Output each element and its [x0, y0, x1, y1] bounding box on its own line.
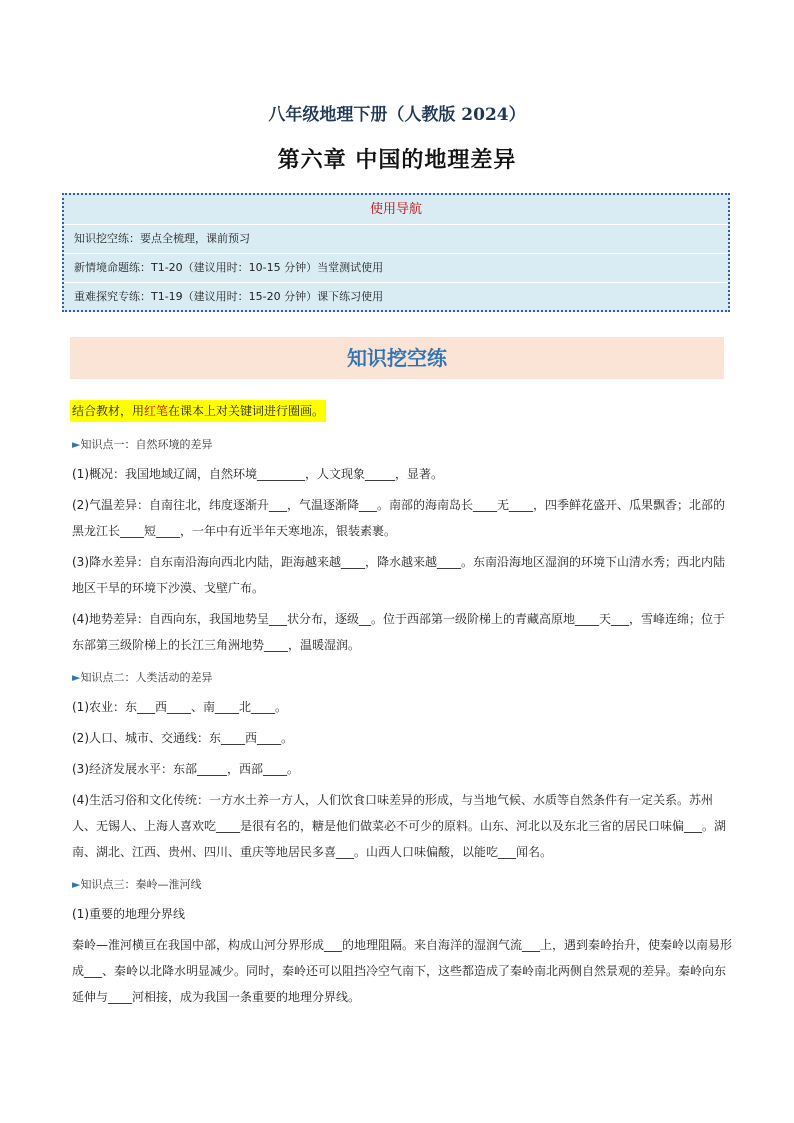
knowledge-point-title: 知识点二：人类活动的差异 [80, 671, 213, 684]
triangle-icon: ► [72, 438, 81, 451]
paragraph: (1)农业：东___西____、南____北____。 [72, 700, 287, 714]
instruction-text-2: 在课本上对关键词进行圈画。 [168, 404, 325, 418]
knowledge-point-title: 知识点三：秦岭—淮河线 [80, 878, 202, 891]
paragraph: (4)地势差异：自西向东，我国地势呈___状分布，逐级__。位于西部第一级阶梯上的青藏高原地____天___，雪峰连绵；位于东部第三级阶梯上的长江三角洲地势____，温暖湿润。 [72, 612, 726, 652]
paragraph: (2)人口、城市、交通线：东____西____。 [72, 731, 293, 745]
usage-guide-heading: 使用导航 [64, 195, 728, 225]
knowledge-point-heading [72, 876, 732, 894]
paragraph: (2)气温差异：自南往北，纬度逐渐升___，气温逐渐降___。南部的海南岛长____无____，四季鲜花盛开、瓜果飘香；北部的黑龙江长____短____，一年中有近半年天寒地冻，银装素裹。 [72, 498, 726, 538]
worksheet-content [72, 436, 732, 1015]
document-title: 八年级地理下册（人教版 2024） [268, 105, 526, 125]
paragraph: (3)经济发展水平：东部_____，西部____。 [72, 762, 299, 776]
paragraph: (3)降水差异：自东南沿海向西北内陆，距海越来越____，降水越来越____。东南沿海地区湿润的环境下山清水秀；西北内陆地区干旱的环境下沙漠、戈壁广布。 [72, 555, 726, 595]
instruction-highlight [70, 400, 326, 422]
usage-guide-box [62, 193, 730, 312]
usage-guide-row: 重难探究专练：T1-19（建议用时：15-20 分钟）课下练习使用 [74, 290, 384, 303]
paragraph: (1)重要的地理分界线 [72, 907, 185, 921]
paragraph: (1)概况：我国地域辽阔，自然环境________，人文现象_____，显著。 [72, 467, 444, 481]
triangle-icon: ► [72, 671, 81, 684]
paragraph: 秦岭—淮河横亘在我国中部，构成山河分界形成___的地理阻隔。来自海洋的湿润气流___上，遇到秦岭抬升，使秦岭以南易形成___、秦岭以北降水明显减少。同时，秦岭还可以阻挡冷空气南下，这些都造成了秦岭南北两侧自然景观的差异。秦岭向东延伸与____河相接，成为我国一条重要的地理分界线。 [72, 938, 733, 1004]
section-banner: 知识挖空练 [70, 337, 724, 379]
instruction-text-1: 结合教材，用 [72, 404, 145, 418]
usage-guide-row: 知识挖空练：要点全梳理，课前预习 [64, 225, 728, 254]
knowledge-point-heading [72, 669, 732, 687]
usage-guide-row: 新情境命题练：T1-20（建议用时：10-15 分钟）当堂测试使用 [64, 254, 728, 283]
instruction-red-pen: 红笔 [144, 404, 169, 418]
chapter-title: 第六章 中国的地理差异 [277, 148, 517, 173]
knowledge-point-title: 知识点一：自然环境的差异 [80, 438, 213, 451]
triangle-icon: ► [72, 878, 81, 891]
knowledge-point-heading [72, 436, 732, 454]
paragraph: (4)生活习俗和文化传统：一方水土养一方人，人们饮食口味差异的形成，与当地气候、水质等自然条件有一定关系。苏州人、无锡人、上海人喜欢吃____是很有名的，糖是他们做菜必不可少的原料。山东、河北以及东北三省的居民口味偏___。湖南、湖北、江西、贵州、四川、重庆等地居民多喜___。山西人口味偏酸，以能吃___闻名。 [72, 793, 727, 859]
